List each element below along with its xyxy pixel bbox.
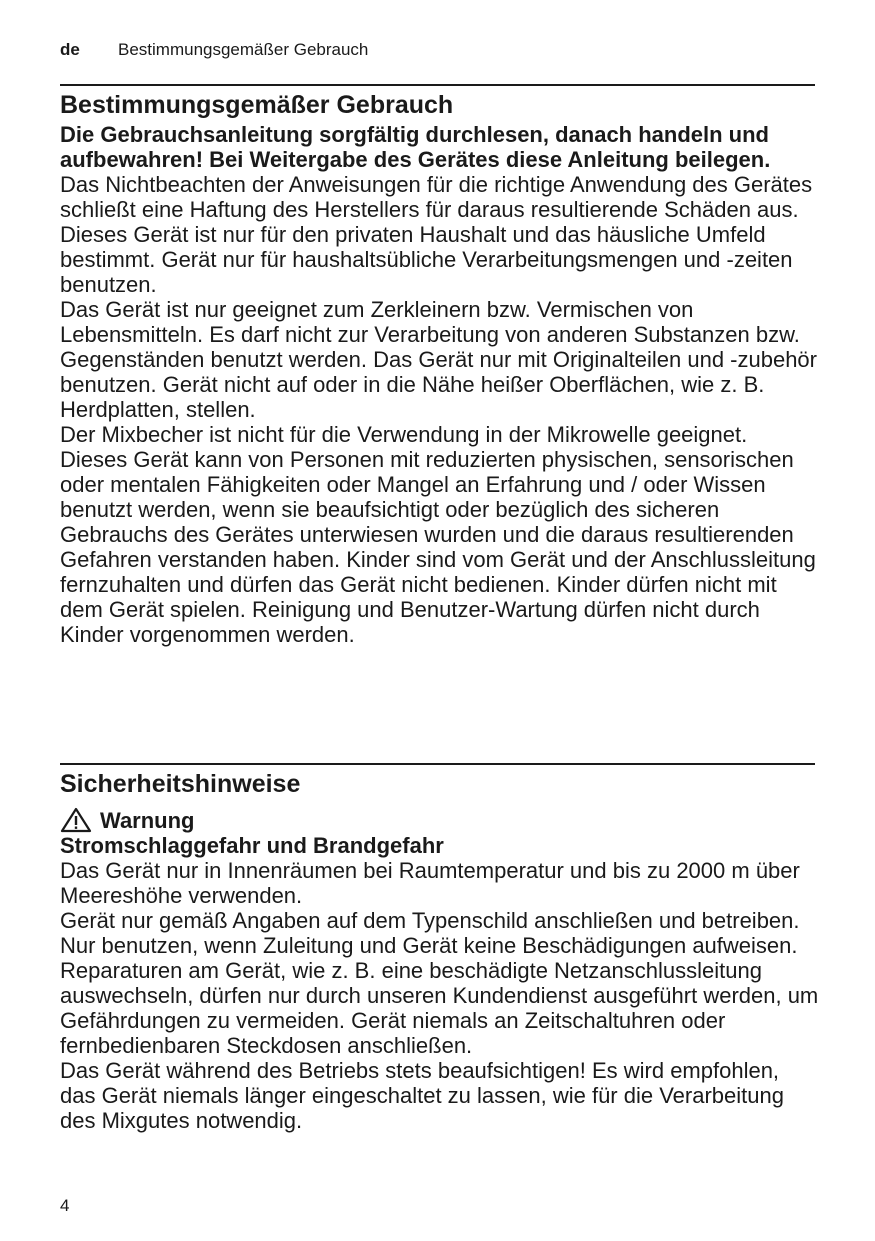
- language-code: de: [60, 40, 80, 59]
- running-title: Bestimmungsgemäßer Gebrauch: [118, 40, 369, 59]
- header-divider: [60, 84, 815, 86]
- section-intended-use: [60, 90, 820, 647]
- warning-heading: [60, 807, 820, 833]
- intro-instruction: Die Gebrauchsanleitung sorgfältig durchlesen, danach handeln und aufbewahren! Bei Weitergabe des Gerätes diese Anleitung beilegen.: [60, 122, 771, 172]
- paragraph-microwave: Der Mixbecher ist nicht für die Verwendung in der Mikrowelle geeignet.: [60, 422, 748, 447]
- hazard-title: Stromschlaggefahr und Brandgefahr: [60, 833, 444, 858]
- warning-triangle-icon: [60, 807, 92, 833]
- page-number: 4: [60, 1196, 70, 1215]
- section-title-intended-use: Bestimmungsgemäßer Gebrauch: [60, 91, 454, 119]
- paragraph-food-processing: Das Gerät ist nur geeignet zum Zerkleinern bzw. Vermischen von Lebensmitteln. Es darf nicht zur Verarbeitung von anderen Substanzen bzw. Gegenständen benutzt werden. Das Gerät nur mit Originalteilen und -zubehör benutzen. Gerät nicht auf oder in die Nähe heißer Oberflächen, wie z. B. Herdplatten, stellen.: [60, 297, 817, 422]
- paragraph-household-use: Dieses Gerät ist nur für den privaten Haushalt und das häusliche Umfeld bestimmt. Gerät nur für haushaltsübliche Verarbeitungsmengen und -zeiten benutzen.: [60, 222, 793, 297]
- section-title-safety: Sicherheitshinweise: [60, 770, 301, 798]
- paragraph-liability: Das Nichtbeachten der Anweisungen für die richtige Anwendung des Gerätes schließt eine Haftung des Herstellers für daraus resultierende Schäden aus.: [60, 172, 813, 222]
- paragraph-indoor-use: Das Gerät nur in Innenräumen bei Raumtemperatur und bis zu 2000 m über Meereshöhe verwenden.: [60, 858, 800, 908]
- running-header: [60, 40, 368, 60]
- paragraph-supervision: Das Gerät während des Betriebs stets beaufsichtigen! Es wird empfohlen, das Gerät niemals länger eingeschaltet zu lassen, wie für die Verarbeitung des Mixgutes notwendig.: [60, 1058, 784, 1133]
- section-safety: [60, 769, 820, 1133]
- warning-label: Warnung: [100, 807, 195, 833]
- section-divider: [60, 763, 815, 765]
- paragraph-connection: Gerät nur gemäß Angaben auf dem Typenschild anschließen und betreiben. Nur benutzen, wenn Zuleitung und Gerät keine Beschädigungen aufweisen. Reparaturen am Gerät, wie z. B. eine beschädigte Netzanschlussleitung auswechseln, dürfen nur durch unseren Kundendienst ausgeführt werden, um Gefährdungen zu vermeiden. Gerät niemals an Zeitschaltuhren oder fernbedienbaren Steckdosen anschließen.: [60, 908, 819, 1058]
- paragraph-persons-children: Dieses Gerät kann von Personen mit reduzierten physischen, sensorischen oder mentalen Fähigkeiten oder Mangel an Erfahrung und / oder Wissen benutzt werden, wenn sie beaufsichtigt oder bezüglich des sicheren Gebrauchs des Gerätes unterwiesen wurden und die daraus resultierenden Gefahren verstanden haben. Kinder sind vom Gerät und der Anschlussleitung fernzuhalten und dürfen das Gerät nicht bedienen. Kinder dürfen nicht mit dem Gerät spielen. Reinigung und Benutzer-Wartung dürfen nicht durch Kinder vorgenommen werden.: [60, 447, 816, 647]
